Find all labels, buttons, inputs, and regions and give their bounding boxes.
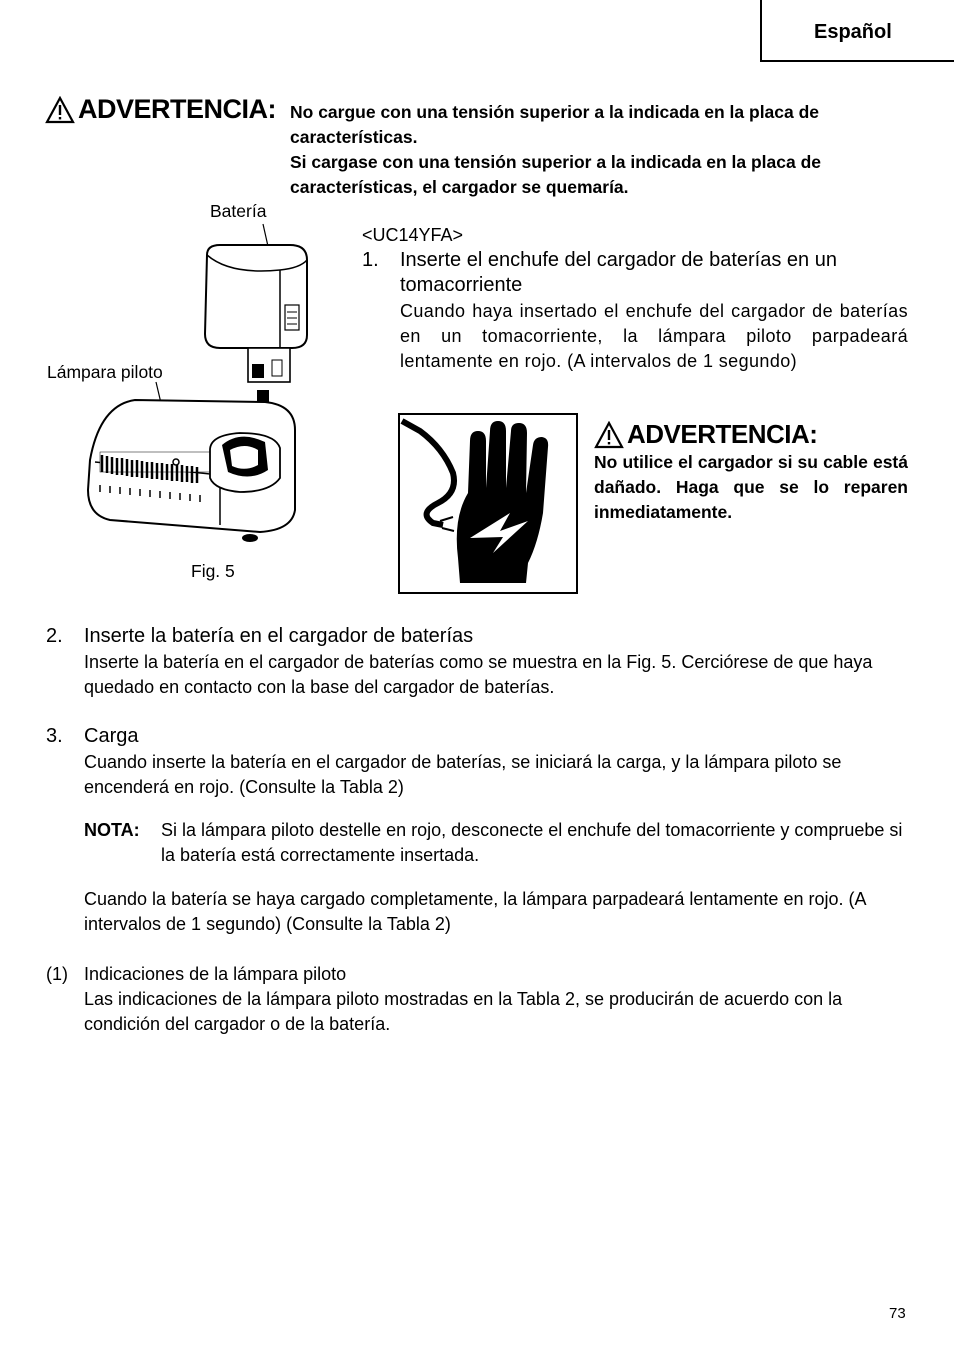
charger-illustration-body: [88, 400, 295, 542]
step-3-title: Carga: [84, 725, 139, 747]
language-label: Español: [814, 21, 892, 43]
figure-caption: Fig. 5: [191, 561, 235, 581]
warning-heading: [45, 94, 276, 125]
step-2-title: Inserte la batería en el cargador de baterías: [84, 625, 474, 647]
electric-shock-warning-image: [398, 413, 578, 594]
warning-title: ADVERTENCIA:: [78, 94, 277, 124]
warning-2-body: No utilice el cargador si su cable está dañado. Haga que se lo reparen inmediatamente.: [594, 452, 908, 522]
step-2-number: 2.: [46, 625, 63, 647]
step-2-body: Inserte la batería en el cargador de baterías como se muestra en la Fig. 5. Cerciórese de que haya quedado en contacto con la base del cargador de baterías.: [84, 652, 873, 697]
battery-illustration: [205, 245, 307, 382]
step-3-after: Cuando la batería se haya cargado completamente, la lámpara parpadeará lentamente en rojo. (A intervalos de 1 segundo) (Consulte la Tabla 2): [84, 889, 866, 934]
step-1-body: Cuando haya insertado el enchufe del cargador de baterías en un tomacorriente, la lámpara piloto parpadeará lentamente en rojo. (A intervalos de 1 segundo): [400, 301, 908, 371]
section-1-body: Las indicaciones de la lámpara piloto mostradas en la Tabla 2, se producirán de acuerdo con la condición del cargador o de la batería.: [84, 989, 843, 1034]
section-1-title: Indicaciones de la lámpara piloto: [84, 964, 347, 984]
warning-2-title: ADVERTENCIA:: [627, 419, 818, 449]
model-number: <UC14YFA>: [362, 225, 464, 245]
warning-line-2: Si cargase con una tensión superior a la indicada en la placa de características, el cargador se quemaría.: [290, 152, 822, 197]
note-body: Si la lámpara piloto destelle en rojo, desconecte el enchufe del tomacorriente y compruebe si la batería está correctamente insertada.: [161, 820, 903, 865]
warning-2-heading: [594, 419, 817, 450]
step-3-body: Cuando inserte la batería en el cargador de baterías, se iniciará la carga, y la lámpara piloto se encenderá en rojo. (Consulte la Tabla 2): [84, 752, 842, 797]
section-1-number: (1): [46, 964, 68, 984]
note-label: NOTA:: [84, 820, 140, 840]
step-1-title: Inserte el enchufe del cargador de baterías en un tomacorriente: [400, 249, 837, 296]
warning-triangle-icon: [594, 421, 624, 449]
step-3-number: 3.: [46, 725, 63, 747]
warning-triangle-icon: [45, 96, 75, 124]
warning-text: [290, 100, 910, 200]
pilot-lamp-label: Lámpara piloto: [47, 362, 163, 382]
page-number: 73: [889, 1305, 906, 1322]
step-1-number: 1.: [362, 249, 379, 271]
language-tab: [760, 0, 954, 62]
battery-label: Batería: [210, 201, 267, 221]
charger-illustration: [80, 220, 320, 560]
warning-line-1: No cargue con una tensión superior a la indicada en la placa de características.: [290, 102, 820, 147]
